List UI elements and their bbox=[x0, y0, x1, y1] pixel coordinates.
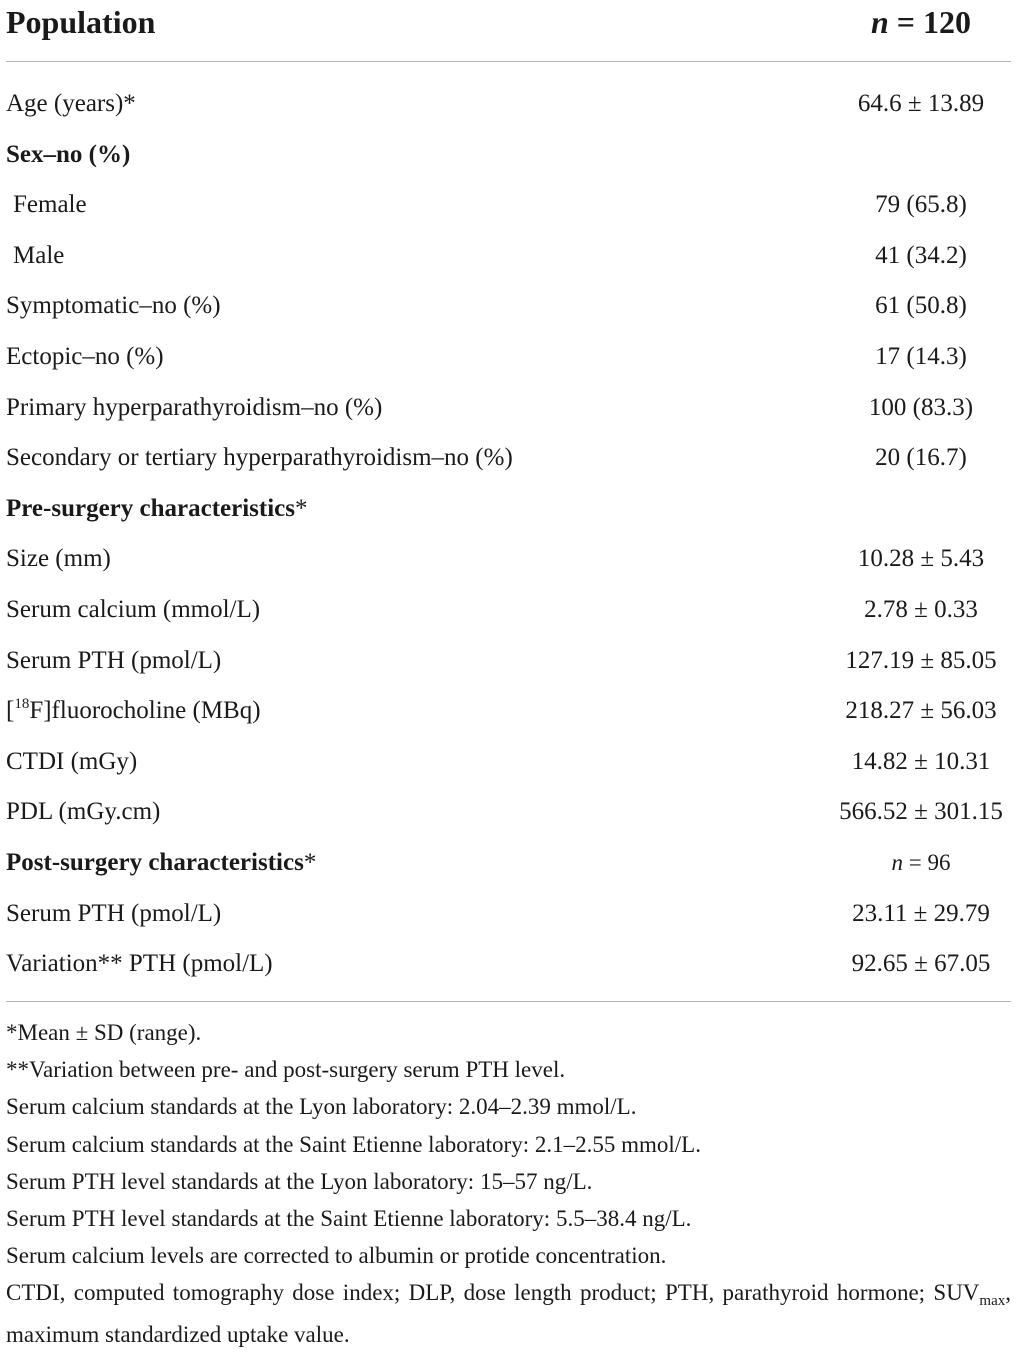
row-label: Secondary or tertiary hyperparathyroidism–no (%) bbox=[6, 444, 513, 472]
footnote: Serum calcium standards at the Saint Etienne laboratory: 2.1–2.55 mmol/L. bbox=[6, 1131, 701, 1157]
n-value: = 96 bbox=[903, 849, 951, 875]
row-label: Primary hyperparathyroidism–no (%) bbox=[6, 393, 383, 421]
bracket-prefix: [ bbox=[6, 697, 15, 725]
population-header: Population bbox=[6, 4, 156, 40]
table-row-age bbox=[6, 79, 1011, 130]
row-value: 2.78 ± 0.33 bbox=[864, 595, 978, 623]
section-title: Post-surgery characteristics bbox=[6, 848, 304, 876]
suv-subscript: max bbox=[979, 1293, 1006, 1310]
table-header bbox=[6, 0, 1011, 44]
table-row-sex-heading bbox=[6, 130, 1011, 181]
isotope-superscript: 18 bbox=[14, 696, 30, 713]
table-row-pth-variation bbox=[6, 939, 1011, 990]
row-value: 41 (34.2) bbox=[875, 241, 967, 269]
row-value: 566.52 ± 301.15 bbox=[839, 798, 1003, 826]
abbreviations-text: CTDI, computed tomography dose index; DLP, dose length product; PTH, parathyroid hormone; SUV bbox=[6, 1280, 980, 1306]
row-label: Symptomatic–no (%) bbox=[6, 292, 221, 320]
row-label: CTDI (mGy) bbox=[6, 747, 138, 775]
row-value: 127.19 ± 85.05 bbox=[845, 646, 997, 674]
row-label: Age (years)* bbox=[6, 90, 136, 117]
table-row-ectopic bbox=[6, 332, 1011, 383]
row-label: Male bbox=[13, 241, 65, 269]
post-surgery-count bbox=[816, 838, 1017, 889]
row-value: 23.11 ± 29.79 bbox=[852, 899, 990, 927]
table-row-serum-pth-pre bbox=[6, 636, 1011, 687]
table-row-ctdi bbox=[6, 737, 1011, 788]
table-row-serum-pth-post bbox=[6, 889, 1011, 940]
table-row-fluorocholine bbox=[6, 686, 1011, 737]
section-label bbox=[6, 484, 308, 535]
table-row-male bbox=[6, 231, 1011, 282]
row-value: 20 (16.7) bbox=[875, 444, 967, 472]
row-label: Serum PTH (pmol/L) bbox=[6, 899, 222, 927]
table-row-pre-surgery-heading bbox=[6, 484, 1011, 535]
abbreviations-footnote bbox=[6, 1274, 1011, 1352]
table-row-size bbox=[6, 534, 1011, 585]
table-footnotes bbox=[6, 1014, 1011, 1353]
footnote: Serum calcium levels are corrected to albumin or protide concentration. bbox=[6, 1243, 667, 1269]
row-value: 64.6 ± 13.89 bbox=[857, 90, 985, 117]
footer-divider bbox=[6, 1001, 1011, 1002]
table-row-serum-calcium bbox=[6, 585, 1011, 636]
table-row-primary-hpt bbox=[6, 383, 1011, 434]
section-label bbox=[6, 838, 316, 889]
footnote: *Mean ± SD (range). bbox=[6, 1020, 202, 1045]
section-title: Pre-surgery characteristics bbox=[6, 494, 295, 522]
row-label: PDL (mGy.cm) bbox=[6, 798, 161, 826]
footnote: Serum calcium standards at the Lyon laboratory: 2.04–2.39 mmol/L. bbox=[6, 1094, 637, 1120]
row-label: Serum PTH (pmol/L) bbox=[6, 646, 222, 674]
row-value: 14.82 ± 10.31 bbox=[851, 747, 991, 775]
row-value: 79 (65.8) bbox=[875, 191, 967, 219]
footnote: **Variation between pre- and post-surgery serum PTH level. bbox=[6, 1057, 566, 1083]
abbreviations-text-end: , maximum standardized uptake value. bbox=[6, 1280, 1011, 1347]
n-symbol: n bbox=[870, 4, 889, 40]
row-value: 218.27 ± 56.03 bbox=[845, 697, 997, 725]
table-row-symptomatic bbox=[6, 281, 1011, 332]
row-label: Female bbox=[13, 191, 87, 219]
tracer-name: F]fluorocholine (MBq) bbox=[29, 697, 261, 725]
row-value: 92.65 ± 67.05 bbox=[851, 950, 991, 978]
table-row-pdl bbox=[6, 787, 1011, 838]
n-symbol: n bbox=[891, 849, 903, 875]
footnote: Serum PTH level standards at the Lyon laboratory: 15–57 ng/L. bbox=[6, 1168, 593, 1194]
population-count-header bbox=[826, 2, 1016, 42]
table-row-female bbox=[6, 180, 1011, 231]
row-value: 17 (14.3) bbox=[875, 342, 967, 370]
n-value: = 120 bbox=[888, 4, 972, 40]
row-label: Ectopic–no (%) bbox=[6, 342, 164, 370]
row-value: 61 (50.8) bbox=[875, 292, 967, 320]
section-label: Sex–no (%) bbox=[6, 140, 131, 168]
footnote: Serum PTH level standards at the Saint Etienne laboratory: 5.5–38.4 ng/L. bbox=[6, 1206, 692, 1232]
row-label: Size (mm) bbox=[6, 545, 111, 573]
table-body bbox=[6, 79, 1011, 990]
row-label: Serum calcium (mmol/L) bbox=[6, 595, 261, 623]
table-row-secondary-hpt bbox=[6, 433, 1011, 484]
header-divider bbox=[6, 61, 1011, 62]
footnote-marker: * bbox=[303, 848, 317, 876]
footnote-marker: * bbox=[295, 494, 308, 522]
row-label bbox=[6, 686, 261, 740]
table-row-post-surgery-heading bbox=[6, 838, 1011, 889]
row-value: 100 (83.3) bbox=[868, 393, 974, 421]
row-value: 10.28 ± 5.43 bbox=[857, 545, 985, 573]
row-label: Variation** PTH (pmol/L) bbox=[6, 950, 273, 978]
